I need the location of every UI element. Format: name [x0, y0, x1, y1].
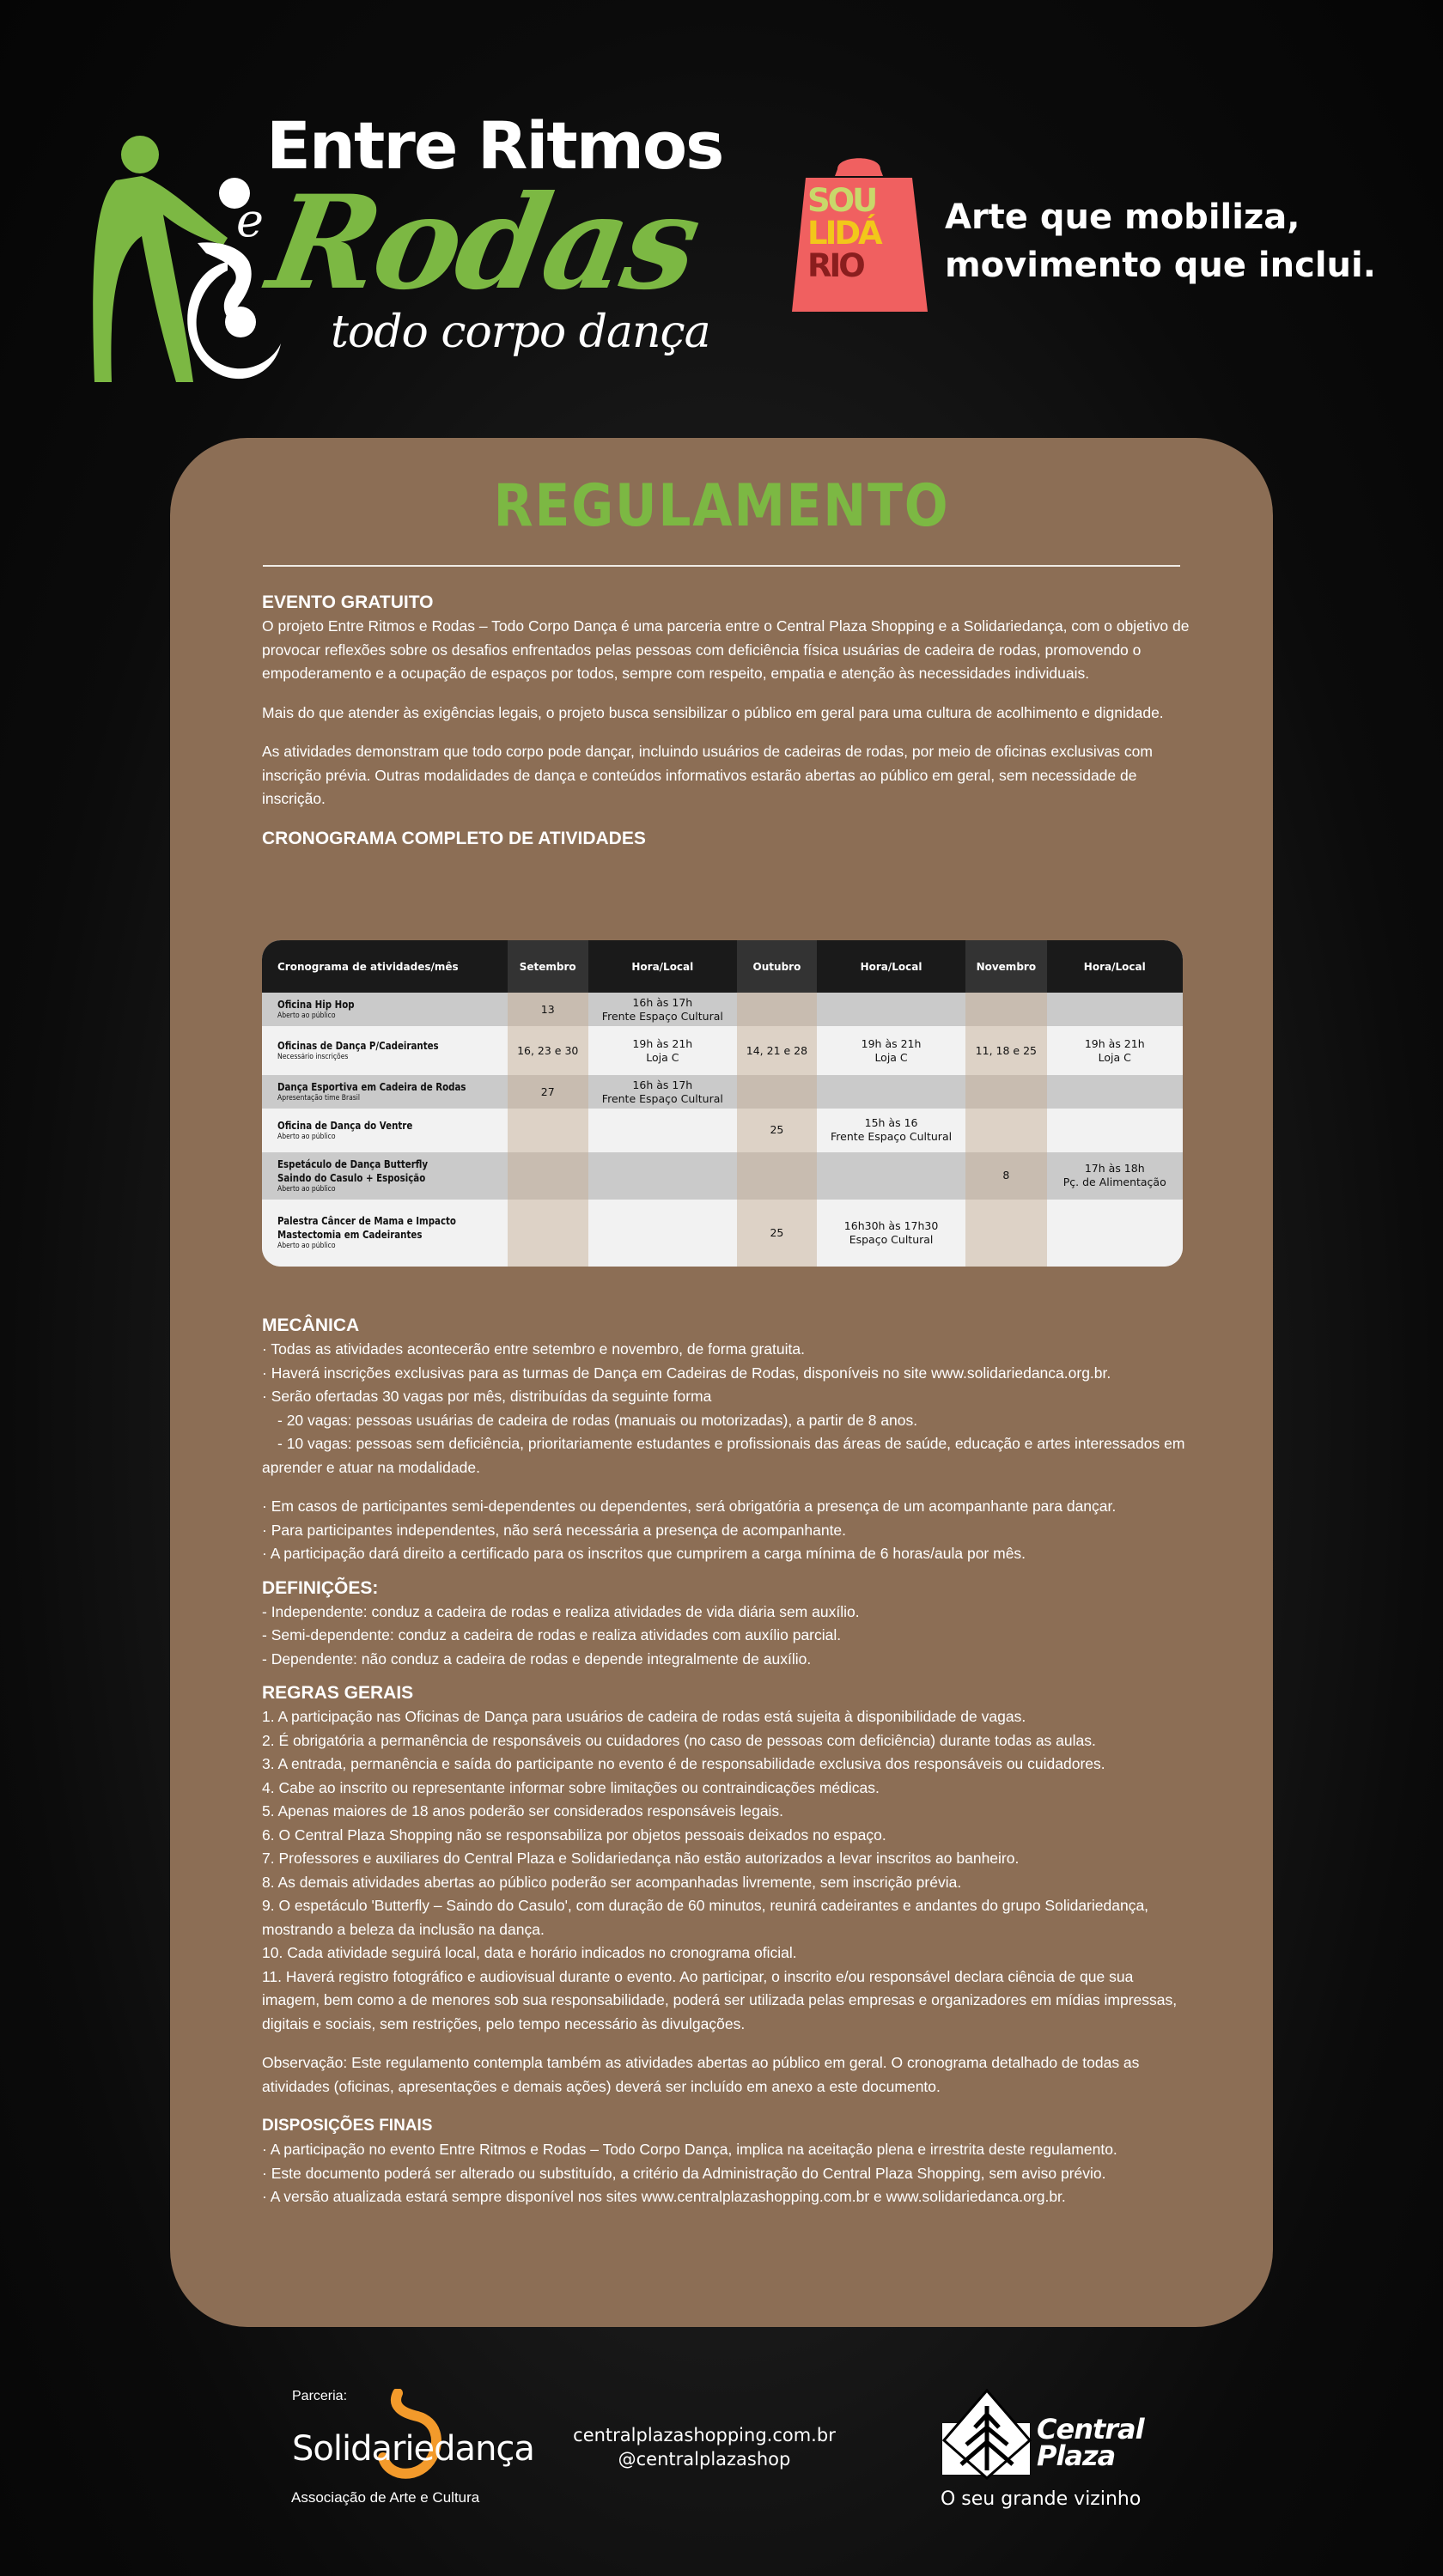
time-location-cell	[588, 1152, 737, 1200]
location-text: Loja C	[874, 1050, 908, 1064]
logo-subtitle: todo corpo dança	[331, 307, 710, 358]
intro-section	[262, 591, 1190, 851]
column-header: Hora/Local	[1047, 940, 1184, 993]
activity-cell	[262, 1109, 508, 1151]
table-header-row	[262, 940, 1183, 993]
schedule-table	[262, 940, 1183, 1267]
evento-paragraph: Mais do que atender às exigências legais, o projeto busca sensibilizar o público em geral para uma cultura de acolhimento e dignidade.	[262, 703, 1164, 721]
time-location-cell	[1047, 1152, 1184, 1200]
regra-item: 4. Cabe ao inscrito ou representante informar sobre limitações ou contraindicações médicas.	[262, 1778, 880, 1796]
tagline	[945, 193, 1376, 289]
soulidario-line2: LIDÁ	[807, 215, 880, 252]
social-handle[interactable]: @centralplazashop	[618, 2449, 791, 2470]
date-cell: 16, 23 e 30	[508, 1026, 588, 1075]
definicao-item: - Dependente: não conduz a cadeira de rodas e depende integralmente de auxílio.	[262, 1649, 812, 1668]
time-location-cell	[1047, 1200, 1184, 1267]
evento-paragraph: As atividades demonstram que todo corpo pode dançar, incluindo usuários de cadeiras de rodas, por meio de oficinas exclusivas com inscrição prévia. Outras modalidades de dança e conteúdos informativos estarão abertas ao público em geral, sem necessidade de inscrição.	[262, 743, 1153, 807]
table-row	[262, 1075, 1183, 1109]
activity-cell	[262, 1026, 508, 1075]
location-text: Loja C	[646, 1050, 679, 1064]
column-header: Hora/Local	[817, 940, 965, 993]
time-text: 17h às 18h	[1084, 1162, 1145, 1176]
solidariedanca-logo	[290, 2389, 534, 2506]
time-location-cell	[817, 1026, 965, 1075]
time-location-cell	[588, 1200, 737, 1267]
tagline-line2: movimento que inclui.	[945, 246, 1376, 285]
time-text: 15h às 16	[864, 1116, 918, 1130]
website-link[interactable]: centralplazashopping.com.br	[573, 2425, 836, 2445]
section-heading-regras: REGRAS GERAIS	[262, 1683, 414, 1703]
time-location-cell	[817, 1075, 965, 1109]
time-text: 19h às 21h	[1084, 1036, 1145, 1050]
column-header: Setembro	[508, 940, 588, 993]
page-title: REGULAMENTO	[493, 472, 950, 540]
location-text: Frente Espaço Cultural	[601, 1009, 723, 1023]
dancer-wheelchair-icon	[90, 133, 288, 391]
footer	[0, 2370, 1443, 2510]
time-location-cell	[817, 1109, 965, 1151]
activity-name: Palestra Câncer de Mama e Impacto Mastectomia em Cadeirantes	[277, 1214, 456, 1242]
activity-note: Necessário inscrições	[277, 1053, 349, 1062]
location-text: Espaço Cultural	[849, 1232, 934, 1246]
mecanica-item: · A participação dará direito a certificado para os inscritos que cumprirem a carga mínima de 6 horas/aula por mês.	[262, 1545, 1026, 1562]
entre-ritmos-logo	[90, 107, 723, 382]
date-cell	[965, 1109, 1046, 1151]
regra-item: 2. É obrigatória a permanência de responsáveis ou cuidadores (no caso de pessoas com deficiência) durante todas as aulas.	[262, 1731, 1096, 1749]
location-text: Pç. de Alimentação	[1062, 1176, 1166, 1189]
date-cell: 25	[737, 1109, 817, 1151]
column-header: Outubro	[737, 940, 817, 993]
time-location-cell	[817, 1200, 965, 1267]
section-heading-evento: EVENTO GRATUITO	[262, 592, 434, 612]
logo-title-e: e	[236, 193, 264, 247]
central-plaza-tree-icon	[941, 2389, 1033, 2483]
rules-section	[262, 1314, 1190, 2209]
time-location-cell	[1047, 1075, 1184, 1109]
time-text: 19h às 21h	[861, 1036, 922, 1050]
column-header: Hora/Local	[588, 940, 737, 993]
activity-cell	[262, 1152, 508, 1200]
definicao-item: - Independente: conduz a cadeira de rodas e realiza atividades de vida diária sem auxílio.	[262, 1602, 860, 1620]
central-plaza-line1: Central	[1037, 2413, 1144, 2445]
header	[0, 0, 1443, 404]
table-row	[262, 1152, 1183, 1200]
table-row	[262, 1026, 1183, 1075]
location-text: Frente Espaço Cultural	[831, 1130, 953, 1144]
activity-note: Aberto ao público	[277, 1242, 336, 1251]
table-row	[262, 1200, 1183, 1267]
date-cell	[965, 1200, 1046, 1267]
location-text: Loja C	[1098, 1050, 1131, 1064]
activity-name: Oficina de Dança do Ventre	[277, 1118, 413, 1132]
date-cell	[737, 1152, 817, 1200]
central-plaza-name	[1037, 2413, 1144, 2472]
date-cell	[737, 993, 817, 1026]
soulidario-logo	[782, 150, 936, 318]
time-location-cell	[817, 993, 965, 1026]
activity-note: Aberto ao público	[277, 1132, 336, 1141]
column-header: Cronograma de atividades/mês	[262, 940, 508, 993]
date-cell	[508, 1109, 588, 1151]
date-cell	[965, 1075, 1046, 1109]
time-text: 19h às 21h	[632, 1036, 693, 1050]
regra-item: 6. O Central Plaza Shopping não se responsabiliza por objetos pessoais deixados no espaço.	[262, 1826, 886, 1844]
contact-info	[550, 2423, 859, 2471]
evento-paragraph: O projeto Entre Ritmos e Rodas – Todo Corpo Dança é uma parceria entre o Central Plaza Shopping e a Solidariedança, com o objetivo de provocar reflexões sobre os desafios enfrentados pelas pessoas com deficiência física usuárias de cadeira de rodas, promovendo o empoderamento e a ocupação de espaços por todos, sempre com respeito, empatia e atenção às necessidades individuais.	[262, 617, 1190, 682]
activity-cell	[262, 1075, 508, 1109]
soulidario-line1: SOU	[807, 182, 876, 219]
date-cell	[965, 993, 1046, 1026]
date-cell: 27	[508, 1075, 588, 1109]
mecanica-subitem: - 10 vagas: pessoas sem deficiência, prioritariamente estudantes e profissionais das áreas de saúde, educação e artes interessados em aprender e atuar na modalidade.	[262, 1435, 1185, 1476]
section-heading-definicoes: DEFINIÇÕES:	[262, 1577, 379, 1598]
date-cell: 13	[508, 993, 588, 1026]
regra-item: 11. Haverá registro fotográfico e audiovisual durante o evento. Ao participar, o inscrito e/ou responsável declara ciência de que sua imagem, bem como a de menores sob sua responsabilidade, poderá ser utilizada pelas empresas e organizadores em mídias impressas, digitais e sociais, sem restrições, pelo tempo necessário às divulgações.	[262, 1967, 1178, 2032]
column-header: Novembro	[965, 940, 1046, 993]
time-location-cell	[588, 1109, 737, 1151]
date-cell	[737, 1075, 817, 1109]
solidariedanca-name: Solidariedança	[292, 2429, 534, 2469]
mecanica-item: · Haverá inscrições exclusivas para as turmas de Dança em Cadeiras de Rodas, disponíveis no site www.solidariedanca.org.br.	[262, 1364, 1111, 1382]
time-location-cell	[1047, 993, 1184, 1026]
regra-item: 8. As demais atividades abertas ao público poderão ser acompanhadas livremente, sem inscrição prévia.	[262, 1873, 962, 1891]
regra-item: 10. Cada atividade seguirá local, data e horário indicados no cronograma oficial.	[262, 1944, 797, 1961]
section-heading-disposicoes: DISPOSIÇÕES FINAIS	[262, 2117, 433, 2135]
activity-cell	[262, 993, 508, 1026]
central-plaza-slogan: O seu grande vizinho	[941, 2488, 1142, 2510]
definicao-item: - Semi-dependente: conduz a cadeira de rodas e realiza atividades com auxílio parcial.	[262, 1626, 842, 1643]
date-cell: 8	[965, 1152, 1046, 1200]
section-heading-cronograma: CRONOGRAMA COMPLETO DE ATIVIDADES	[262, 828, 646, 848]
activity-note: Apresentação time Brasil	[277, 1094, 361, 1103]
regra-item: 5. Apenas maiores de 18 anos poderão ser considerados responsáveis legais.	[262, 1802, 784, 1820]
central-plaza-line2: Plaza	[1037, 2439, 1116, 2472]
regra-item: 9. O espetáculo 'Butterfly – Saindo do Casulo', com duração de 60 minutos, reunirá cadeirantes e andantes do grupo Solidariedança, mostrando a beleza da inclusão na dança.	[262, 1897, 1149, 1938]
activity-cell	[262, 1200, 508, 1267]
disposicao-item: · Este documento poderá ser alterado ou substituído, a critério da Administração do Central Plaza Shopping, sem aviso prévio.	[262, 2164, 1106, 2182]
title-divider	[263, 565, 1180, 567]
soulidario-line3: RIO	[807, 247, 863, 284]
activity-name: Espetáculo de Dança Butterfly Saindo do Casulo + Esposição	[277, 1157, 429, 1184]
parceria-label: Parceria:	[292, 2389, 348, 2403]
solidariedanca-subtitle: Associação de Arte e Cultura	[291, 2489, 480, 2506]
time-location-cell	[817, 1152, 965, 1200]
disposicao-item: · A participação no evento Entre Ritmos e Rodas – Todo Corpo Dança, implica na aceitação plena e irrestrita deste regulamento.	[262, 2141, 1117, 2158]
regra-item: 3. A entrada, permanência e saída do participante no evento é de responsabilidade exclusiva dos responsáveis ou cuidadores.	[262, 1755, 1105, 1772]
date-cell: 11, 18 e 25	[965, 1026, 1046, 1075]
table-row	[262, 1109, 1183, 1151]
mecanica-item: · Todas as atividades acontecerão entre setembro e novembro, de forma gratuita.	[262, 1340, 805, 1358]
activity-note: Aberto ao público	[277, 1012, 336, 1021]
time-location-cell	[588, 1075, 737, 1109]
date-cell: 25	[737, 1200, 817, 1267]
date-cell	[508, 1152, 588, 1200]
time-location-cell	[588, 993, 737, 1026]
date-cell	[508, 1200, 588, 1267]
time-location-cell	[588, 1026, 737, 1075]
tagline-line1: Arte que mobiliza,	[945, 197, 1300, 237]
time-location-cell	[1047, 1109, 1184, 1151]
regulamento-panel	[170, 438, 1273, 2327]
time-location-cell	[1047, 1026, 1184, 1075]
time-text: 16h30h às 17h30	[843, 1218, 939, 1232]
regra-item: 1. A participação nas Oficinas de Dança para usuários de cadeira de rodas está sujeita à disponibilidade de vagas.	[262, 1708, 1026, 1725]
time-text: 16h às 17h	[632, 995, 693, 1009]
mecanica-item: · Para participantes independentes, não será necessária a presença de acompanhante.	[262, 1521, 847, 1539]
activity-name: Dança Esportiva em Cadeira de Rodas	[277, 1080, 466, 1094]
location-text: Frente Espaço Cultural	[601, 1091, 723, 1105]
time-text: 16h às 17h	[632, 1078, 693, 1091]
mecanica-item: · Em casos de participantes semi-dependentes ou dependentes, será obrigatória a presença de um acompanhante para dançar.	[262, 1498, 1117, 1515]
observacao: Observação: Este regulamento contempla também as atividades abertas ao público em geral. O cronograma detalhado de todas as atividades (oficinas, apresentações e demais ações) deverá ser incluído em anexo a este documento.	[262, 2054, 1140, 2095]
activity-note: Aberto ao público	[277, 1184, 336, 1194]
mecanica-subitem: - 20 vagas: pessoas usuárias de cadeira de rodas (manuais ou motorizadas), a partir de 8 anos.	[277, 1411, 918, 1429]
logo-title-rodas: Rodas	[259, 167, 708, 319]
soulidario-text	[782, 182, 928, 284]
central-plaza-logo	[941, 2389, 1164, 2509]
disposicao-item: · A versão atualizada estará sempre disponível nos sites www.centralplazashopping.com.br e www.solidariedanca.org.br.	[262, 2188, 1066, 2205]
table-row	[262, 993, 1183, 1026]
logo-title-entre-ritmos: Entre Ritmos	[266, 107, 723, 184]
activity-name: Oficinas de Dança P/Cadeirantes	[277, 1039, 439, 1053]
mecanica-item: · Serão ofertadas 30 vagas por mês, distribuídas da seguinte forma	[262, 1388, 712, 1405]
regra-item: 7. Professores e auxiliares do Central Plaza e Solidariedança não estão autorizados a levar inscritos ao banheiro.	[262, 1850, 1020, 1867]
activity-name: Oficina Hip Hop	[277, 998, 355, 1012]
date-cell: 14, 21 e 28	[737, 1026, 817, 1075]
section-heading-mecanica: MECÂNICA	[262, 1315, 360, 1335]
